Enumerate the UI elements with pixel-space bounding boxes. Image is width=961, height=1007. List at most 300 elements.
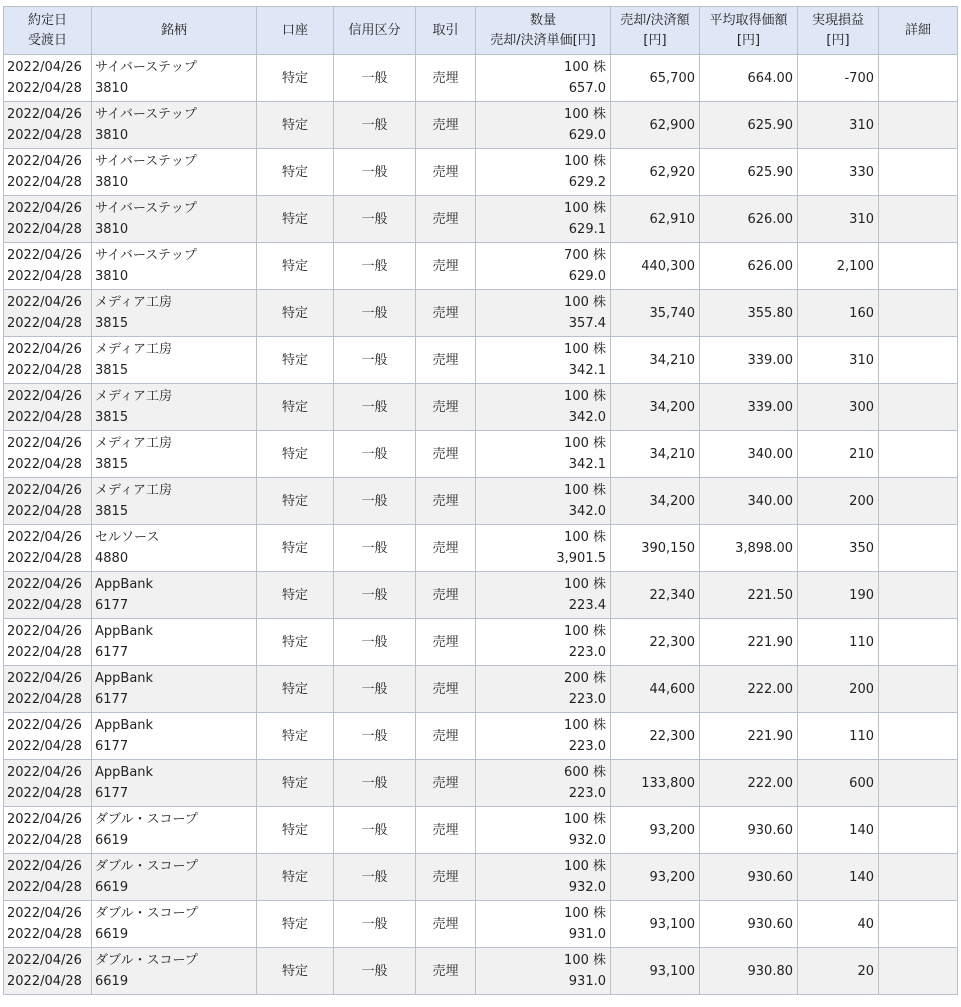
- amount-cell: 35,740: [611, 290, 700, 337]
- settle-date: 2022/04/28: [7, 692, 82, 707]
- credit-cell: 一般: [334, 760, 416, 807]
- date-cell: [4, 102, 92, 149]
- stock-cell: [92, 572, 257, 619]
- qty-cell: [476, 431, 611, 478]
- stock-code: 3815: [95, 457, 129, 472]
- quantity: 100 株: [564, 201, 606, 216]
- trade-cell: 売埋: [416, 525, 476, 572]
- realized-pl-cell: 330: [798, 149, 879, 196]
- amount-cell: 62,920: [611, 149, 700, 196]
- stock-name: ダブル・スコープ: [95, 906, 198, 921]
- stock-code: 6177: [95, 645, 129, 660]
- account-cell: 特定: [257, 807, 334, 854]
- detail-cell[interactable]: [879, 149, 958, 196]
- quantity: 700 株: [564, 248, 606, 263]
- realized-pl-cell: 200: [798, 666, 879, 713]
- trade-date: 2022/04/26: [7, 953, 82, 968]
- settle-date: 2022/04/28: [7, 128, 82, 143]
- unit-price: 657.0: [568, 81, 606, 96]
- trade-cell: 売埋: [416, 55, 476, 102]
- amount-cell: 62,900: [611, 102, 700, 149]
- account-cell: 特定: [257, 55, 334, 102]
- qty-cell: [476, 525, 611, 572]
- account-cell: 特定: [257, 666, 334, 713]
- account-cell: 特定: [257, 102, 334, 149]
- detail-cell[interactable]: [879, 948, 958, 995]
- stock-name: セルソース: [95, 530, 160, 545]
- credit-cell: 一般: [334, 525, 416, 572]
- detail-cell[interactable]: [879, 478, 958, 525]
- quantity: 100 株: [564, 107, 606, 122]
- stock-code: 3815: [95, 504, 129, 519]
- qty-cell: [476, 901, 611, 948]
- trade-cell: 売埋: [416, 572, 476, 619]
- header-trade-date: 約定日: [27, 12, 67, 28]
- qty-cell: [476, 290, 611, 337]
- table-row: [4, 55, 958, 102]
- credit-cell: 一般: [334, 196, 416, 243]
- stock-name: サイバーステップ: [95, 248, 197, 263]
- quantity: 100 株: [564, 295, 606, 310]
- detail-cell[interactable]: [879, 901, 958, 948]
- amount-cell: 34,200: [611, 478, 700, 525]
- avg-cost-cell: 930.80: [700, 948, 798, 995]
- table-row: [4, 478, 958, 525]
- quantity: 100 株: [564, 906, 606, 921]
- credit-cell: 一般: [334, 854, 416, 901]
- stock-name: メディア工房: [95, 342, 172, 357]
- settle-date: 2022/04/28: [7, 410, 82, 425]
- amount-cell: 44,600: [611, 666, 700, 713]
- stock-cell: [92, 55, 257, 102]
- stock-code: 3810: [95, 222, 129, 237]
- credit-cell: 一般: [334, 149, 416, 196]
- quantity: 100 株: [564, 342, 606, 357]
- realized-pl-table: [3, 6, 958, 995]
- unit-price: 342.1: [568, 457, 606, 472]
- stock-name: AppBank: [95, 671, 154, 686]
- detail-cell[interactable]: [879, 243, 958, 290]
- settle-date: 2022/04/28: [7, 81, 82, 96]
- trade-date: 2022/04/26: [7, 389, 82, 404]
- stock-code: 3815: [95, 316, 129, 331]
- trade-date: 2022/04/26: [7, 60, 82, 75]
- stock-name: サイバーステップ: [95, 60, 197, 75]
- stock-cell: [92, 337, 257, 384]
- table-row: [4, 384, 958, 431]
- trade-date: 2022/04/26: [7, 859, 82, 874]
- date-cell: [4, 431, 92, 478]
- stock-cell: [92, 478, 257, 525]
- qty-cell: [476, 243, 611, 290]
- credit-cell: 一般: [334, 666, 416, 713]
- account-cell: 特定: [257, 948, 334, 995]
- settle-date: 2022/04/28: [7, 457, 82, 472]
- stock-cell: [92, 760, 257, 807]
- trade-date: 2022/04/26: [7, 906, 82, 921]
- qty-cell: [476, 666, 611, 713]
- credit-cell: 一般: [334, 431, 416, 478]
- amount-cell: 390,150: [611, 525, 700, 572]
- detail-cell[interactable]: [879, 760, 958, 807]
- date-cell: [4, 384, 92, 431]
- table-row: [4, 149, 958, 196]
- amount-cell: 34,210: [611, 431, 700, 478]
- header-detail: 詳細: [879, 7, 958, 55]
- header-qty-top: 数量: [529, 12, 556, 28]
- avg-cost-cell: 340.00: [700, 431, 798, 478]
- header-credit: 信用区分: [334, 7, 416, 55]
- avg-cost-cell: 664.00: [700, 55, 798, 102]
- header-avg-top: 平均取得価額: [709, 12, 788, 28]
- stock-cell: [92, 807, 257, 854]
- quantity: 100 株: [564, 577, 606, 592]
- unit-price: 342.1: [568, 363, 606, 378]
- table-row: [4, 525, 958, 572]
- unit-price: 342.0: [568, 504, 606, 519]
- detail-cell[interactable]: [879, 290, 958, 337]
- account-cell: 特定: [257, 619, 334, 666]
- detail-cell[interactable]: [879, 525, 958, 572]
- stock-cell: [92, 243, 257, 290]
- date-cell: [4, 55, 92, 102]
- trade-date: 2022/04/26: [7, 436, 82, 451]
- quantity: 100 株: [564, 859, 606, 874]
- stock-name: メディア工房: [95, 389, 172, 404]
- amount-cell: 93,100: [611, 901, 700, 948]
- credit-cell: 一般: [334, 619, 416, 666]
- trade-cell: 売埋: [416, 666, 476, 713]
- qty-cell: [476, 572, 611, 619]
- header-account: 口座: [257, 7, 334, 55]
- header-qty: [476, 7, 611, 55]
- date-cell: [4, 901, 92, 948]
- date-cell: [4, 290, 92, 337]
- table-row: [4, 713, 958, 760]
- table-row: [4, 619, 958, 666]
- detail-cell[interactable]: [879, 337, 958, 384]
- table-row: [4, 948, 958, 995]
- trade-date: 2022/04/26: [7, 718, 82, 733]
- unit-price: 629.0: [568, 269, 606, 284]
- stock-code: 6177: [95, 598, 129, 613]
- quantity: 100 株: [564, 718, 606, 733]
- credit-cell: 一般: [334, 384, 416, 431]
- trade-cell: 売埋: [416, 760, 476, 807]
- account-cell: 特定: [257, 384, 334, 431]
- avg-cost-cell: 340.00: [700, 478, 798, 525]
- trade-date: 2022/04/26: [7, 107, 82, 122]
- date-cell: [4, 572, 92, 619]
- credit-cell: 一般: [334, 243, 416, 290]
- credit-cell: 一般: [334, 55, 416, 102]
- date-cell: [4, 243, 92, 290]
- account-cell: 特定: [257, 478, 334, 525]
- settle-date: 2022/04/28: [7, 974, 82, 989]
- stock-name: サイバーステップ: [95, 107, 197, 122]
- avg-cost-cell: 626.00: [700, 196, 798, 243]
- realized-pl-cell: 2,100: [798, 243, 879, 290]
- account-cell: 特定: [257, 196, 334, 243]
- quantity: 600 株: [564, 765, 606, 780]
- stock-name: AppBank: [95, 718, 154, 733]
- table-row: [4, 431, 958, 478]
- qty-cell: [476, 55, 611, 102]
- quantity: 100 株: [564, 953, 606, 968]
- quantity: 100 株: [564, 483, 606, 498]
- qty-cell: [476, 102, 611, 149]
- stock-cell: [92, 854, 257, 901]
- detail-cell[interactable]: [879, 807, 958, 854]
- account-cell: 特定: [257, 760, 334, 807]
- trade-date: 2022/04/26: [7, 577, 82, 592]
- qty-cell: [476, 384, 611, 431]
- avg-cost-cell: 626.00: [700, 243, 798, 290]
- unit-price: 629.1: [568, 222, 606, 237]
- stock-cell: [92, 619, 257, 666]
- stock-cell: [92, 149, 257, 196]
- stock-cell: [92, 196, 257, 243]
- table-row: [4, 760, 958, 807]
- unit-price: 223.4: [568, 598, 606, 613]
- trade-date: 2022/04/26: [7, 483, 82, 498]
- realized-pl-cell: 20: [798, 948, 879, 995]
- amount-cell: 22,300: [611, 713, 700, 760]
- stock-code: 6619: [95, 974, 129, 989]
- quantity: 100 株: [564, 812, 606, 827]
- amount-cell: 93,200: [611, 807, 700, 854]
- stock-code: 4880: [95, 551, 129, 566]
- account-cell: 特定: [257, 713, 334, 760]
- trade-date: 2022/04/26: [7, 248, 82, 263]
- stock-cell: [92, 525, 257, 572]
- detail-cell[interactable]: [879, 55, 958, 102]
- stock-name: AppBank: [95, 577, 154, 592]
- detail-cell[interactable]: [879, 384, 958, 431]
- stock-name: AppBank: [95, 624, 154, 639]
- qty-cell: [476, 619, 611, 666]
- trade-cell: 売埋: [416, 384, 476, 431]
- table-row: [4, 901, 958, 948]
- credit-cell: 一般: [334, 337, 416, 384]
- detail-cell[interactable]: [879, 854, 958, 901]
- stock-cell: [92, 384, 257, 431]
- stock-code: 3810: [95, 269, 129, 284]
- qty-cell: [476, 337, 611, 384]
- table-row: [4, 572, 958, 619]
- settle-date: 2022/04/28: [7, 316, 82, 331]
- settle-date: 2022/04/28: [7, 504, 82, 519]
- account-cell: 特定: [257, 854, 334, 901]
- account-cell: 特定: [257, 149, 334, 196]
- avg-cost-cell: 222.00: [700, 666, 798, 713]
- credit-cell: 一般: [334, 478, 416, 525]
- trade-cell: 売埋: [416, 102, 476, 149]
- header-pl-top: 実現損益: [811, 12, 864, 28]
- account-cell: 特定: [257, 243, 334, 290]
- avg-cost-cell: 221.90: [700, 619, 798, 666]
- trade-cell: 売埋: [416, 290, 476, 337]
- stock-name: ダブル・スコープ: [95, 953, 198, 968]
- qty-cell: [476, 807, 611, 854]
- table-row: [4, 666, 958, 713]
- settle-date: 2022/04/28: [7, 927, 82, 942]
- header-amount-top: 売却/決済額: [620, 12, 690, 28]
- detail-cell[interactable]: [879, 196, 958, 243]
- trade-date: 2022/04/26: [7, 812, 82, 827]
- stock-code: 3815: [95, 363, 129, 378]
- stock-code: 6619: [95, 927, 129, 942]
- detail-cell[interactable]: [879, 666, 958, 713]
- header-amount: [611, 7, 700, 55]
- stock-name: メディア工房: [95, 483, 172, 498]
- trade-date: 2022/04/26: [7, 201, 82, 216]
- trade-cell: 売埋: [416, 478, 476, 525]
- settle-date: 2022/04/28: [7, 175, 82, 190]
- account-cell: 特定: [257, 901, 334, 948]
- date-cell: [4, 149, 92, 196]
- trade-cell: 売埋: [416, 431, 476, 478]
- amount-cell: 440,300: [611, 243, 700, 290]
- amount-cell: 62,910: [611, 196, 700, 243]
- header-avg-bottom: [円]: [736, 32, 761, 48]
- realized-pl-cell: 310: [798, 196, 879, 243]
- credit-cell: 一般: [334, 290, 416, 337]
- credit-cell: 一般: [334, 713, 416, 760]
- quantity: 200 株: [564, 671, 606, 686]
- stock-cell: [92, 901, 257, 948]
- amount-cell: 34,200: [611, 384, 700, 431]
- table-row: [4, 807, 958, 854]
- header-date: [4, 7, 92, 55]
- trade-cell: 売埋: [416, 854, 476, 901]
- table-row: [4, 196, 958, 243]
- avg-cost-cell: 930.60: [700, 901, 798, 948]
- table-header-row: [4, 7, 958, 55]
- table-row: [4, 337, 958, 384]
- realized-pl-cell: 140: [798, 854, 879, 901]
- date-cell: [4, 948, 92, 995]
- date-cell: [4, 196, 92, 243]
- detail-cell[interactable]: [879, 431, 958, 478]
- realized-pl-cell: 190: [798, 572, 879, 619]
- realized-pl-cell: 210: [798, 431, 879, 478]
- credit-cell: 一般: [334, 572, 416, 619]
- quantity: 100 株: [564, 60, 606, 75]
- avg-cost-cell: 221.90: [700, 713, 798, 760]
- header-pl-bottom: [円]: [826, 32, 850, 48]
- date-cell: [4, 619, 92, 666]
- header-name: 銘柄: [92, 7, 257, 55]
- quantity: 100 株: [564, 624, 606, 639]
- trade-date: 2022/04/26: [7, 671, 82, 686]
- date-cell: [4, 525, 92, 572]
- avg-cost-cell: 339.00: [700, 384, 798, 431]
- account-cell: 特定: [257, 290, 334, 337]
- detail-cell[interactable]: [879, 619, 958, 666]
- qty-cell: [476, 713, 611, 760]
- header-settle-date: 受渡日: [27, 32, 67, 48]
- stock-cell: [92, 666, 257, 713]
- amount-cell: 22,300: [611, 619, 700, 666]
- trade-date: 2022/04/26: [7, 295, 82, 310]
- stock-name: サイバーステップ: [95, 154, 197, 169]
- unit-price: 223.0: [568, 645, 606, 660]
- table-row: [4, 854, 958, 901]
- unit-price: 223.0: [568, 739, 606, 754]
- stock-code: 3815: [95, 410, 129, 425]
- unit-price: 357.4: [568, 316, 606, 331]
- header-amount-bottom: [円]: [643, 32, 667, 48]
- settle-date: 2022/04/28: [7, 363, 82, 378]
- stock-code: 6619: [95, 880, 129, 895]
- qty-cell: [476, 948, 611, 995]
- quantity: 100 株: [564, 530, 606, 545]
- realized-pl-cell: 310: [798, 337, 879, 384]
- avg-cost-cell: 625.90: [700, 102, 798, 149]
- detail-cell[interactable]: [879, 713, 958, 760]
- unit-price: 629.2: [568, 175, 606, 190]
- header-trade: 取引: [416, 7, 476, 55]
- stock-code: 6177: [95, 692, 129, 707]
- stock-name: AppBank: [95, 765, 154, 780]
- settle-date: 2022/04/28: [7, 269, 82, 284]
- detail-cell[interactable]: [879, 102, 958, 149]
- date-cell: [4, 478, 92, 525]
- trade-cell: 売埋: [416, 337, 476, 384]
- account-cell: 特定: [257, 337, 334, 384]
- table-row: [4, 102, 958, 149]
- trade-cell: 売埋: [416, 807, 476, 854]
- avg-cost-cell: 222.00: [700, 760, 798, 807]
- qty-cell: [476, 196, 611, 243]
- stock-cell: [92, 713, 257, 760]
- quantity: 100 株: [564, 436, 606, 451]
- trade-cell: 売埋: [416, 149, 476, 196]
- detail-cell[interactable]: [879, 572, 958, 619]
- account-cell: 特定: [257, 572, 334, 619]
- avg-cost-cell: 221.50: [700, 572, 798, 619]
- trade-cell: 売埋: [416, 243, 476, 290]
- amount-cell: 93,200: [611, 854, 700, 901]
- table-row: [4, 243, 958, 290]
- realized-pl-cell: 110: [798, 713, 879, 760]
- realized-pl-cell: -700: [798, 55, 879, 102]
- avg-cost-cell: 355.80: [700, 290, 798, 337]
- realized-pl-cell: 310: [798, 102, 879, 149]
- settle-date: 2022/04/28: [7, 833, 82, 848]
- qty-cell: [476, 760, 611, 807]
- credit-cell: 一般: [334, 807, 416, 854]
- amount-cell: 65,700: [611, 55, 700, 102]
- unit-price: 931.0: [568, 974, 606, 989]
- realized-pl-cell: 600: [798, 760, 879, 807]
- account-cell: 特定: [257, 525, 334, 572]
- stock-code: 6619: [95, 833, 129, 848]
- date-cell: [4, 337, 92, 384]
- table-row: [4, 290, 958, 337]
- realized-pl-cell: 40: [798, 901, 879, 948]
- stock-name: メディア工房: [95, 436, 172, 451]
- credit-cell: 一般: [334, 901, 416, 948]
- qty-cell: [476, 149, 611, 196]
- stock-code: 3810: [95, 175, 129, 190]
- trade-cell: 売埋: [416, 196, 476, 243]
- stock-name: サイバーステップ: [95, 201, 197, 216]
- date-cell: [4, 666, 92, 713]
- date-cell: [4, 807, 92, 854]
- quantity: 100 株: [564, 154, 606, 169]
